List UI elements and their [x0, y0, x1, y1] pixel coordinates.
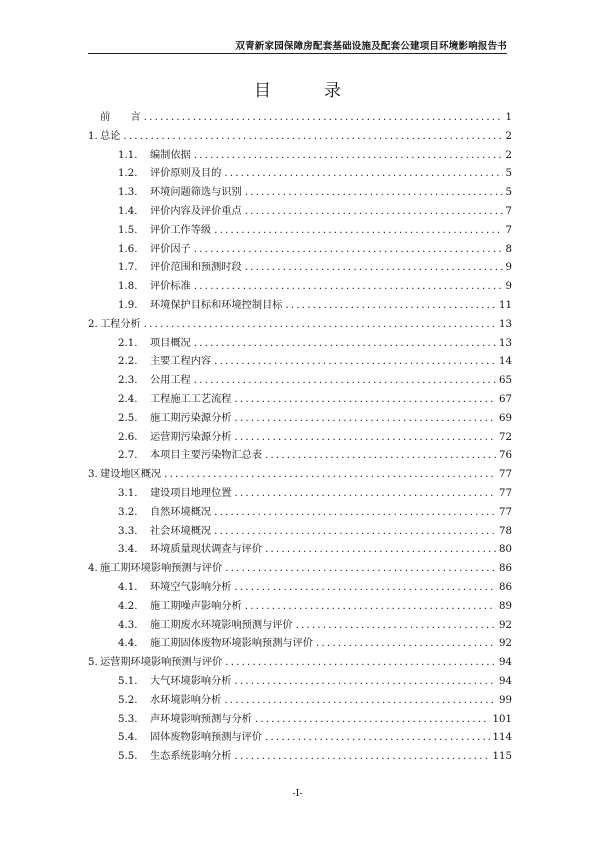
toc-dot-leader: [194, 375, 496, 386]
toc-chapter-entry[interactable]: [88, 127, 512, 146]
toc-entry-page: 92: [499, 619, 512, 631]
toc-section-entry[interactable]: [88, 202, 512, 221]
toc-entry-page: 76: [499, 450, 512, 462]
toc-dot-leader: [245, 601, 496, 612]
toc-entry-title: 公用工程: [150, 375, 191, 387]
toc-entry-page: 115: [492, 751, 512, 763]
toc-entry-number: 5.4.: [118, 732, 138, 744]
toc-section-entry[interactable]: [88, 728, 512, 747]
toc-entry-page: 9: [505, 262, 512, 274]
toc-dot-leader: [194, 244, 503, 255]
toc-dot-leader: [164, 469, 496, 480]
toc-entry-page: 67: [499, 393, 512, 405]
toc-entry-number: 2.4.: [118, 393, 138, 405]
toc-dot-leader: [144, 112, 503, 123]
toc-entry-page: 9: [505, 281, 512, 293]
toc-entry-title: 声环境影响预测与分析: [150, 713, 252, 725]
toc-entry-number: 5.: [88, 657, 98, 669]
toc-entry-title: 运营期环境影响预测与评价: [100, 657, 223, 669]
toc-entry-title: 主要工程内容: [150, 356, 212, 368]
toc-dot-leader: [316, 638, 496, 649]
toc-entry-title: 自然环境概况: [150, 506, 212, 518]
toc-entry-page: 78: [499, 525, 512, 537]
toc-entry-title: 大气环境影响分析: [150, 675, 232, 687]
toc-entry-number: 1.3.: [118, 187, 138, 199]
toc-dot-leader: [214, 225, 502, 236]
toc-dot-leader: [214, 526, 496, 537]
toc-entry-number: 3.1.: [118, 487, 138, 499]
table-of-contents: [88, 108, 512, 766]
toc-dot-leader: [296, 620, 496, 631]
running-header: 双青新家园保障房配套基础设施及配套公建项目环境影响报告书: [235, 41, 507, 52]
toc-section-entry[interactable]: [88, 428, 512, 447]
toc-entry-page: 7: [505, 224, 512, 236]
toc-dot-leader: [235, 488, 497, 499]
toc-entry-page: 92: [499, 638, 512, 650]
toc-entry-number: 2.7.: [118, 450, 138, 462]
toc-dot-leader: [255, 714, 490, 725]
toc-entry-page: 77: [499, 469, 512, 481]
toc-entry-number: 3.2.: [118, 506, 138, 518]
toc-dot-leader: [144, 319, 496, 330]
toc-entry-page: 69: [499, 412, 512, 424]
toc-entry-number: 4.4.: [118, 638, 138, 650]
toc-section-entry[interactable]: [88, 334, 512, 353]
toc-dot-leader: [214, 507, 496, 518]
toc-entry-number: 1.7.: [118, 262, 138, 274]
toc-section-entry[interactable]: [88, 371, 512, 390]
toc-entry-page: 8: [505, 243, 512, 255]
toc-entry-title: 工程施工工艺流程: [150, 393, 232, 405]
toc-dot-leader: [235, 676, 497, 687]
toc-entry-title: 水环境影响分析: [150, 694, 222, 706]
toc-entry-title: 施工期废水环境影响预测与评价: [150, 619, 293, 631]
toc-dot-leader: [235, 751, 490, 762]
toc-entry-title: 施工期固体废物环境影响预测与评价: [150, 638, 313, 650]
toc-entry-title: 建设地区概况: [100, 469, 162, 481]
toc-entry-title: 施工期环境影响预测与评价: [100, 563, 223, 575]
toc-entry-title: 施工期噪声影响分析: [150, 600, 242, 612]
toc-entry-page: 7: [505, 205, 512, 217]
toc-entry-title: 评价内容及评价重点: [150, 205, 242, 217]
toc-entry-title: 项目概况: [150, 337, 191, 349]
toc-entry-page: 99: [499, 694, 512, 706]
toc-entry-title: 生态系统影响分析: [150, 751, 232, 763]
toc-section-entry[interactable]: [88, 240, 512, 259]
toc-entry-page: 94: [499, 657, 512, 669]
toc-entry-number: 2.1.: [118, 337, 138, 349]
toc-chapter-entry[interactable]: [88, 315, 512, 334]
toc-entry-page: 72: [499, 431, 512, 443]
toc-chapter-entry[interactable]: [88, 108, 512, 127]
toc-entry-number: 5.5.: [118, 751, 138, 763]
toc-entry-title: 前 言: [100, 112, 141, 123]
toc-dot-leader: [214, 356, 496, 367]
toc-dot-leader: [225, 563, 496, 574]
toc-entry-page: 2: [505, 149, 512, 161]
toc-entry-title: 评价因子: [150, 243, 191, 255]
toc-entry-number: 3.4.: [118, 544, 138, 556]
toc-entry-title: 运营期污染源分析: [150, 431, 232, 443]
toc-section-entry[interactable]: [88, 578, 512, 597]
toc-chapter-entry[interactable]: [88, 559, 512, 578]
toc-entry-page: 114: [492, 732, 512, 744]
toc-section-entry[interactable]: [88, 183, 512, 202]
toc-entry-page: 65: [499, 375, 512, 387]
toc-section-entry[interactable]: [88, 446, 512, 465]
toc-entry-title: 施工期污染源分析: [150, 412, 232, 424]
toc-entry-number: 2.3.: [118, 375, 138, 387]
toc-entry-title: 评价工作等级: [150, 224, 212, 236]
toc-section-entry[interactable]: [88, 296, 512, 315]
toc-entry-number: 5.3.: [118, 713, 138, 725]
toc-entry-number: 4.1.: [118, 581, 138, 593]
toc-dot-leader: [194, 281, 503, 292]
toc-entry-page: 1: [505, 112, 512, 123]
toc-section-entry[interactable]: [88, 522, 512, 541]
toc-entry-number: 1.2.: [118, 168, 138, 180]
toc-entry-page: 77: [499, 487, 512, 499]
toc-entry-number: 2.: [88, 318, 98, 330]
toc-entry-title: 总论: [100, 130, 121, 142]
toc-section-entry[interactable]: [88, 540, 512, 559]
toc-section-entry[interactable]: [88, 409, 512, 428]
toc-entry-number: 3.3.: [118, 525, 138, 537]
toc-section-entry[interactable]: [88, 503, 512, 522]
toc-title: 目 录: [254, 81, 359, 101]
toc-dot-leader: [235, 413, 497, 424]
toc-entry-number: 1.1.: [118, 149, 138, 161]
toc-entry-page: 13: [499, 318, 512, 330]
toc-entry-page: 5: [505, 187, 512, 199]
toc-section-entry[interactable]: [88, 710, 512, 729]
toc-section-entry[interactable]: [88, 484, 512, 503]
toc-dot-leader: [235, 394, 497, 405]
toc-dot-leader: [225, 657, 496, 668]
toc-section-entry[interactable]: [88, 597, 512, 616]
toc-entry-number: 2.2.: [118, 356, 138, 368]
toc-chapter-entry[interactable]: [88, 653, 512, 672]
toc-entry-page: 5: [505, 168, 512, 180]
toc-entry-number: 4.: [88, 563, 98, 575]
toc-dot-leader: [245, 187, 503, 198]
toc-entry-title: 社会环境概况: [150, 525, 212, 537]
toc-dot-leader: [224, 168, 502, 179]
toc-section-entry[interactable]: [88, 352, 512, 371]
toc-chapter-entry[interactable]: [88, 465, 512, 484]
toc-entry-number: 5.1.: [118, 675, 138, 687]
toc-section-entry[interactable]: [88, 146, 512, 165]
toc-section-entry[interactable]: [88, 672, 512, 691]
toc-entry-number: 1.8.: [118, 281, 138, 293]
toc-entry-title: 工程分析: [100, 318, 141, 330]
toc-section-entry[interactable]: [88, 634, 512, 653]
toc-dot-leader: [265, 732, 489, 743]
toc-entry-title: 本项目主要污染物汇总表: [150, 450, 263, 462]
toc-entry-number: 4.3.: [118, 619, 138, 631]
toc-dot-leader: [245, 262, 503, 273]
toc-entry-title: 固体废物影响预测与评价: [150, 732, 263, 744]
toc-entry-number: 5.2.: [118, 694, 138, 706]
toc-entry-title: 环境问题筛选与识别: [150, 187, 242, 199]
toc-dot-leader: [265, 450, 496, 461]
toc-dot-leader: [194, 338, 496, 349]
toc-entry-title: 评价范围和预测时段: [150, 262, 242, 274]
toc-entry-number: 4.2.: [118, 600, 138, 612]
toc-entry-title: 环境质量现状调查与评价: [150, 544, 263, 556]
toc-section-entry[interactable]: [88, 390, 512, 409]
toc-entry-number: 1.6.: [118, 243, 138, 255]
toc-entry-number: 3.: [88, 469, 98, 481]
toc-section-entry[interactable]: [88, 258, 512, 277]
toc-entry-page: 2: [505, 130, 512, 142]
toc-entry-page: 86: [499, 563, 512, 575]
toc-entry-number: 1.9.: [118, 299, 138, 311]
toc-section-entry[interactable]: [88, 277, 512, 296]
toc-entry-title: 编制依据: [150, 149, 191, 161]
toc-entry-page: 77: [499, 506, 512, 518]
toc-dot-leader: [224, 695, 496, 706]
toc-entry-title: 评价原则及目的: [150, 168, 222, 180]
toc-dot-leader: [235, 432, 497, 443]
toc-entry-number: 1.5.: [118, 224, 138, 236]
toc-entry-page: 13: [499, 337, 512, 349]
toc-entry-page: 101: [492, 713, 512, 725]
toc-entry-number: 1.: [88, 130, 98, 142]
toc-dot-leader: [235, 582, 497, 593]
header-rule: [88, 53, 507, 54]
toc-entry-page: 86: [499, 581, 512, 593]
toc-entry-page: 80: [499, 544, 512, 556]
toc-entry-title: 评价标准: [150, 281, 191, 293]
toc-entry-title: 环境空气影响分析: [150, 581, 232, 593]
toc-entry-page: 14: [499, 356, 512, 368]
toc-entry-number: 1.4.: [118, 205, 138, 217]
toc-section-entry[interactable]: [88, 221, 512, 240]
toc-section-entry[interactable]: [88, 616, 512, 635]
toc-section-entry[interactable]: [88, 747, 512, 766]
toc-entry-title: 环境保护目标和环境控制目标: [150, 299, 283, 311]
toc-entry-number: 2.5.: [118, 412, 138, 424]
toc-dot-leader: [285, 300, 496, 311]
toc-entry-page: 11: [499, 299, 512, 311]
toc-section-entry[interactable]: [88, 164, 512, 183]
page-number: -I-: [292, 788, 303, 799]
toc-section-entry[interactable]: [88, 691, 512, 710]
toc-dot-leader: [194, 150, 503, 161]
toc-entry-title: 建设项目地理位置: [150, 487, 232, 499]
toc-entry-page: 94: [499, 675, 512, 687]
toc-entry-number: 2.6.: [118, 431, 138, 443]
toc-dot-leader: [265, 544, 496, 555]
toc-dot-leader: [123, 131, 502, 142]
toc-dot-leader: [245, 206, 503, 217]
toc-entry-page: 89: [499, 600, 512, 612]
